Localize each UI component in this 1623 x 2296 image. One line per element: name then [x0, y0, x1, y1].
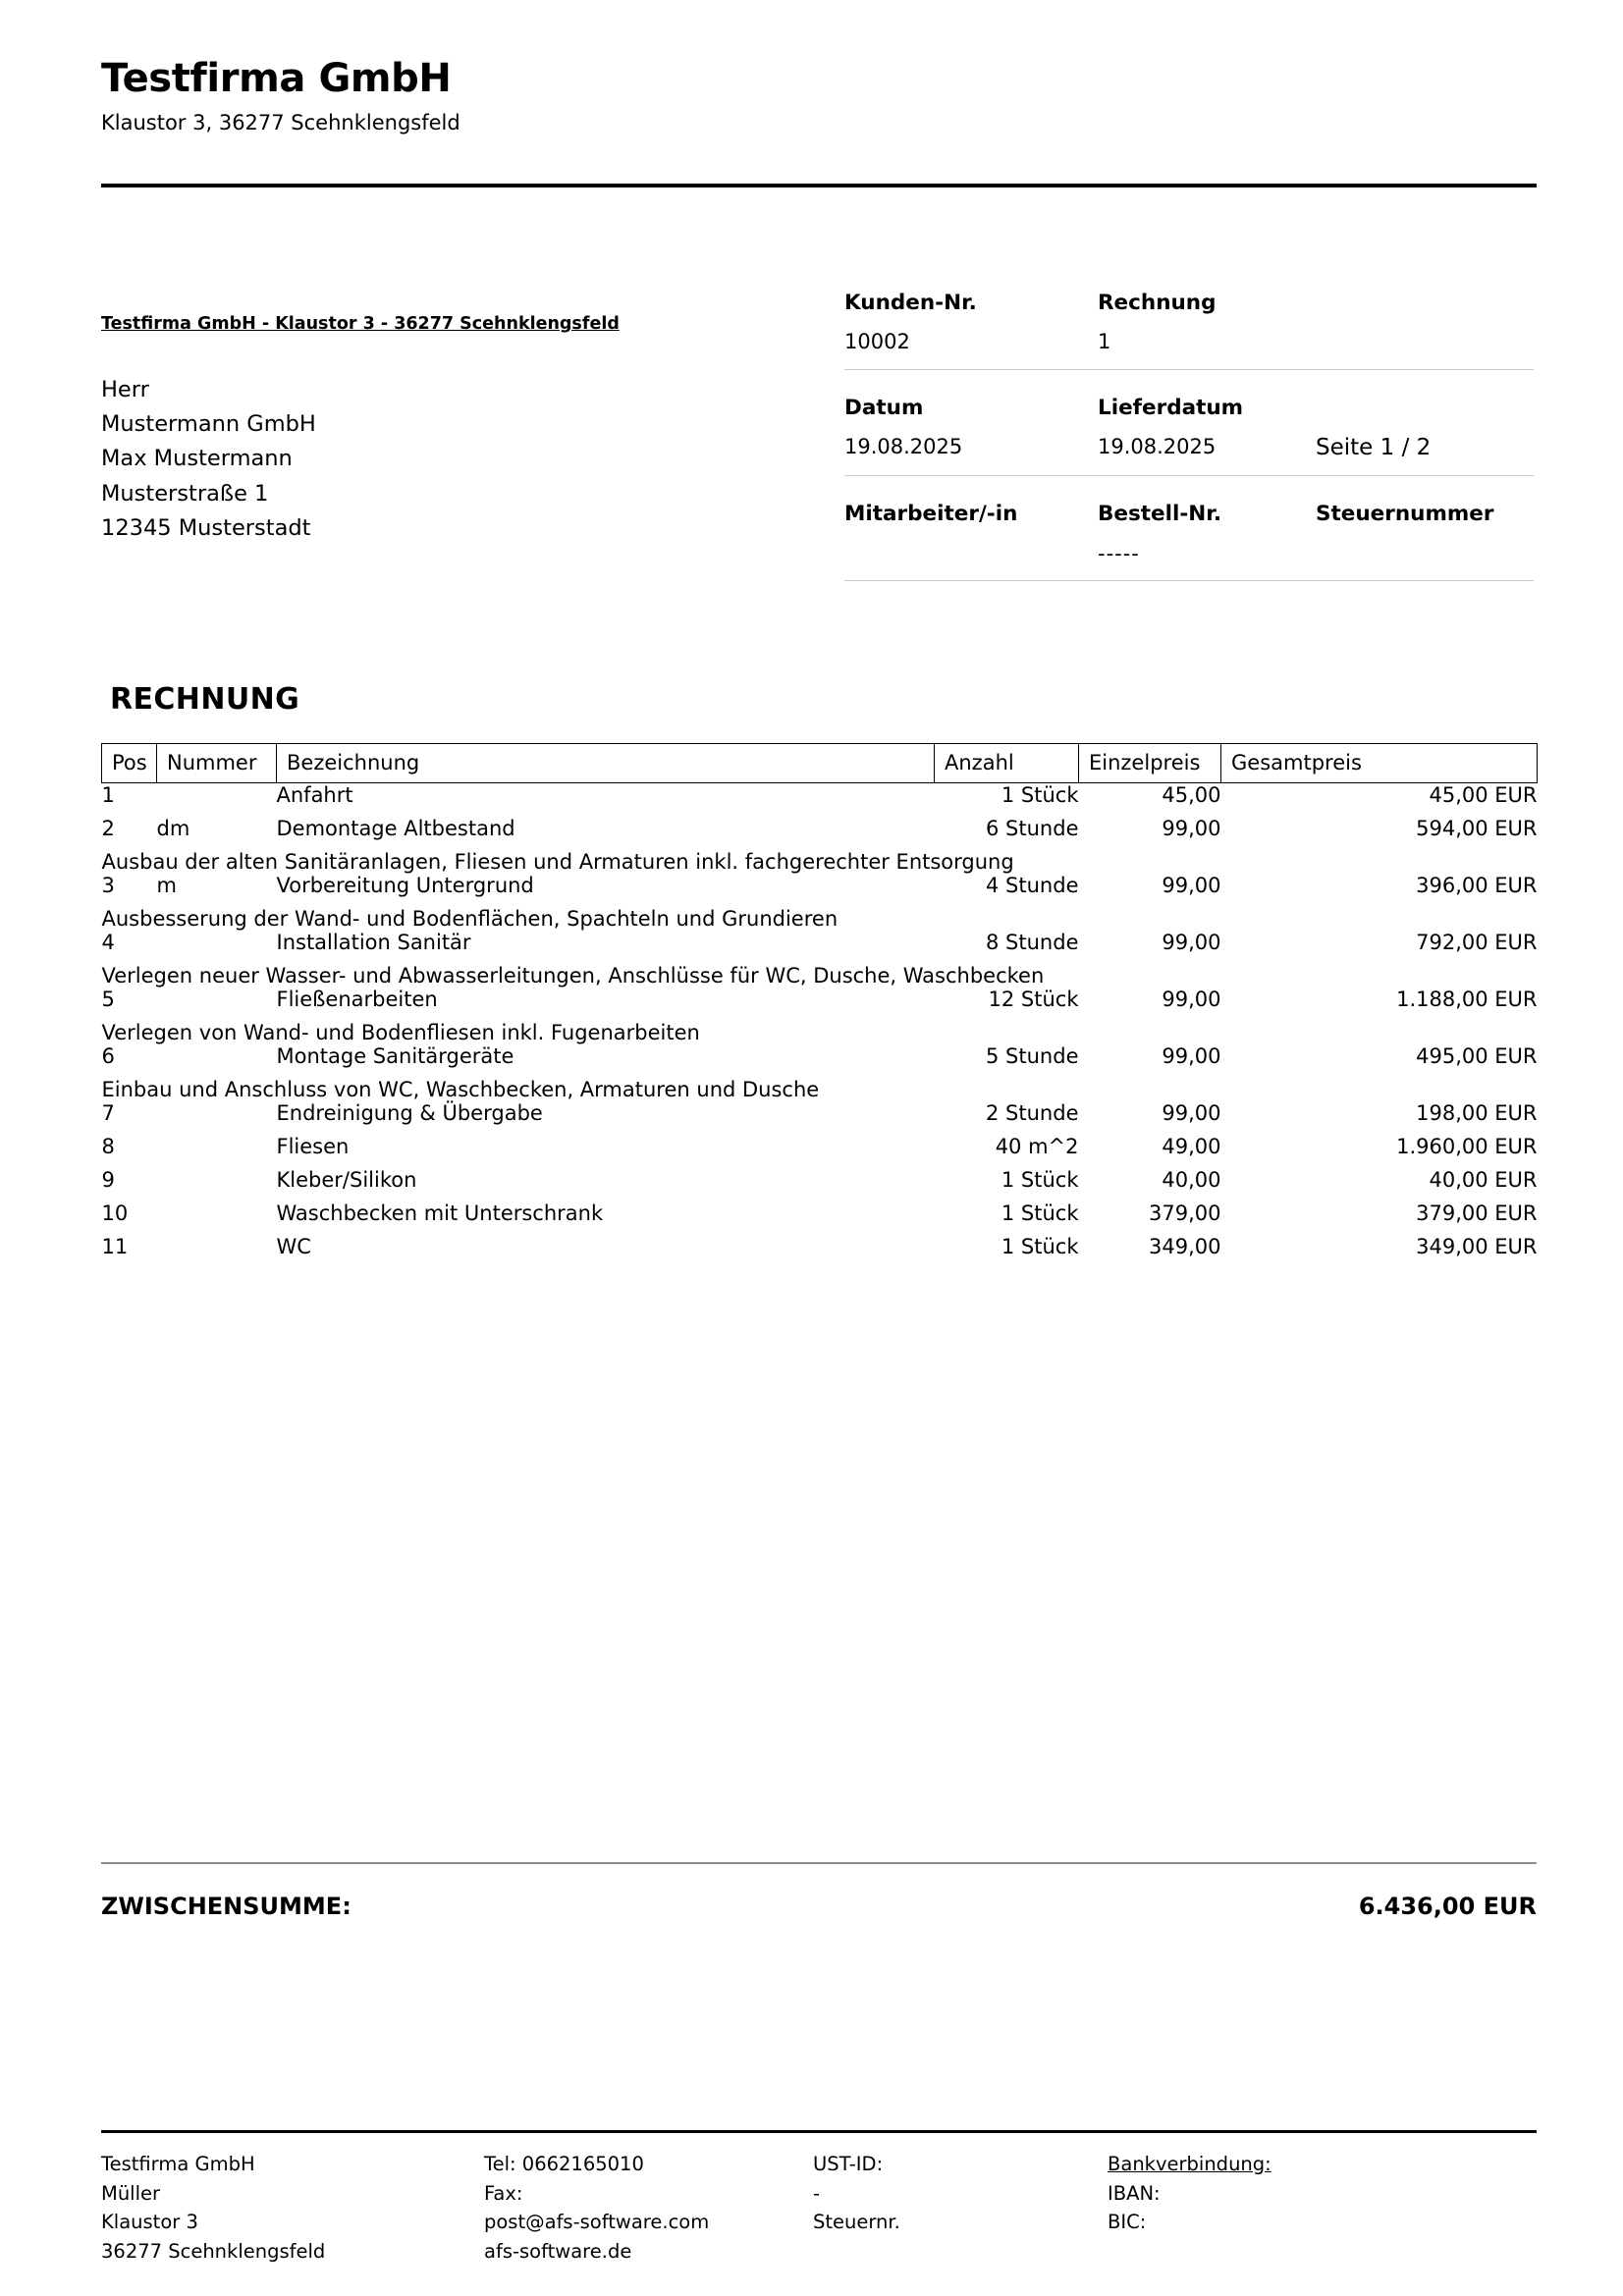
- cell-nummer: m: [156, 873, 177, 897]
- cell-bezeichnung: Demontage Altbestand: [276, 816, 515, 840]
- cell-nummer: [157, 1201, 277, 1235]
- recipient-line-1: Herr: [101, 377, 149, 402]
- recipient-address: [101, 373, 316, 546]
- footer-line-contact-3: post@afs-software.com: [484, 2211, 710, 2234]
- sender-return-address: Testfirma GmbH - Klaustor 3 - 36277 Scehnklengsfeld: [101, 314, 620, 334]
- cell-pos: 11: [101, 1234, 129, 1258]
- recipient-line-2: Mustermann GmbH: [101, 411, 316, 438]
- footer-column-contact: [484, 2150, 813, 2267]
- column-header-bezeichnung: Bezeichnung: [277, 744, 935, 783]
- table-row: [102, 1201, 1538, 1235]
- cell-pos: 5: [101, 987, 115, 1011]
- cell-pos: 10: [101, 1201, 129, 1225]
- table-row: [102, 874, 1538, 907]
- company-address: Klaustor 3, 36277 Scehnklengsfeld: [101, 110, 460, 134]
- recipient-line-5: 12345 Musterstadt: [101, 514, 311, 541]
- lieferdatum-label: Lieferdatum: [1098, 396, 1244, 421]
- cell-gesamtpreis: 495,00 EUR: [1416, 1043, 1538, 1068]
- footer-column-tax: [813, 2150, 1108, 2267]
- footer-column-company: [101, 2150, 484, 2267]
- cell-nummer: [157, 1101, 277, 1135]
- cell-gesamtpreis: 349,00 EUR: [1416, 1234, 1538, 1258]
- cell-anzahl: 6 Stunde: [986, 816, 1079, 840]
- cell-nummer: [157, 1235, 277, 1268]
- cell-nummer: dm: [156, 816, 190, 840]
- cell-anzahl: 1 Stück: [1001, 1234, 1079, 1258]
- cell-anzahl: 2 Stunde: [986, 1100, 1079, 1125]
- column-header-gesamtpreis: Gesamtpreis: [1221, 744, 1538, 783]
- cell-bezeichnung: Endreinigung & Übergabe: [276, 1100, 543, 1125]
- cell-pos: 2: [101, 816, 115, 840]
- cell-description: Einbau und Anschluss von WC, Waschbecken, Armaturen und Dusche: [101, 1077, 820, 1101]
- cell-nummer: [157, 1135, 277, 1168]
- footer-divider: [101, 2130, 1537, 2133]
- cell-anzahl: 8 Stunde: [986, 930, 1079, 954]
- table-row-description: [102, 964, 1538, 988]
- subtotal-row: [101, 1893, 1537, 1920]
- meta-field-lieferdatum: [1098, 396, 1316, 459]
- footer-line-company-3: Klaustor 3: [101, 2211, 198, 2234]
- line-items-section: [101, 743, 1537, 1268]
- footer-line-company-2: Müller: [101, 2181, 161, 2205]
- page-footer: [101, 2150, 1537, 2267]
- datum-value: 19.08.2025: [844, 435, 963, 458]
- datum-label: Datum: [844, 396, 924, 421]
- cell-bezeichnung: Installation Sanitär: [276, 930, 471, 954]
- cell-anzahl: 1 Stück: [1001, 1167, 1079, 1192]
- footer-line-contact-1: Tel: 0662165010: [484, 2153, 644, 2175]
- cell-bezeichnung: Waschbecken mit Unterschrank: [276, 1201, 604, 1225]
- cell-einzelpreis: 349,00: [1149, 1234, 1221, 1258]
- cell-pos: 3: [101, 873, 115, 897]
- footer-line-contact-2: Fax:: [484, 2181, 523, 2205]
- cell-bezeichnung: Kleber/Silikon: [276, 1167, 417, 1192]
- meta-field-mitarbeiter: [844, 502, 1098, 540]
- meta-divider-2: [844, 475, 1534, 476]
- subtotal-label: ZWISCHENSUMME:: [101, 1893, 352, 1920]
- bestell-nr-label: Bestell-Nr.: [1098, 502, 1221, 527]
- meta-field-bestell-nr: [1098, 502, 1316, 565]
- table-head: [102, 744, 1538, 783]
- meta-divider-1: [844, 369, 1534, 370]
- cell-einzelpreis: 99,00: [1162, 1100, 1221, 1125]
- cell-gesamtpreis: 792,00 EUR: [1416, 930, 1538, 954]
- cell-anzahl: 12 Stück: [988, 987, 1079, 1011]
- cell-einzelpreis: 99,00: [1162, 930, 1221, 954]
- table-row-description: [102, 850, 1538, 874]
- cell-description: Verlegen neuer Wasser- und Abwasserleitungen, Anschlüsse für WC, Dusche, Waschbecken: [101, 963, 1045, 988]
- cell-nummer: [157, 783, 277, 817]
- cell-bezeichnung: Fließenarbeiten: [276, 987, 438, 1011]
- table-row-description: [102, 907, 1538, 931]
- cell-nummer: [157, 1044, 277, 1078]
- cell-gesamtpreis: 198,00 EUR: [1416, 1100, 1538, 1125]
- cell-anzahl: 5 Stunde: [986, 1043, 1079, 1068]
- table-row: [102, 1044, 1538, 1078]
- cell-pos: 8: [101, 1134, 115, 1158]
- cell-nummer: [157, 931, 277, 964]
- cell-description: Ausbau der alten Sanitäranlagen, Fliesen und Armaturen inkl. fachgerechter Entsorgung: [101, 849, 1014, 874]
- cell-pos: 1: [101, 783, 115, 807]
- table-body: [102, 783, 1538, 1268]
- footer-line-company-1: Testfirma GmbH: [101, 2153, 255, 2175]
- table-row: [102, 1135, 1538, 1168]
- cell-bezeichnung: Anfahrt: [276, 783, 353, 807]
- page-indicator: Seite 1 / 2: [1316, 435, 1432, 461]
- cell-anzahl: 40 m^2: [995, 1134, 1079, 1158]
- meta-field-page: [1316, 396, 1534, 460]
- footer-line-tax-1: UST-ID:: [813, 2153, 884, 2175]
- column-header-nummer: Nummer: [157, 744, 277, 783]
- meta-row-misc: [844, 502, 1534, 581]
- rechnung-value: 1: [1098, 329, 1111, 353]
- meta-field-kunden-nr: [844, 291, 1098, 354]
- company-name: Testfirma GmbH: [101, 56, 452, 101]
- column-header-einzelpreis: Einzelpreis: [1079, 744, 1221, 783]
- table-row-description: [102, 1021, 1538, 1044]
- footer-line-bank-1: Bankverbindung:: [1108, 2153, 1271, 2175]
- meta-field-steuernummer: [1316, 502, 1534, 540]
- cell-gesamtpreis: 45,00 EUR: [1429, 783, 1538, 807]
- cell-gesamtpreis: 396,00 EUR: [1416, 873, 1538, 897]
- table-row: [102, 1235, 1538, 1268]
- cell-einzelpreis: 45,00: [1162, 783, 1221, 807]
- cell-bezeichnung: Montage Sanitärgeräte: [276, 1043, 514, 1068]
- footer-line-bank-2: IBAN:: [1108, 2181, 1161, 2205]
- cell-einzelpreis: 99,00: [1162, 816, 1221, 840]
- cell-gesamtpreis: 1.188,00 EUR: [1396, 987, 1538, 1011]
- footer-column-bank: [1108, 2150, 1402, 2267]
- footer-line-contact-4: afs-software.de: [484, 2239, 632, 2263]
- subtotal-divider: [101, 1862, 1537, 1864]
- table-row: [102, 783, 1538, 817]
- document-title: RECHNUNG: [110, 682, 300, 717]
- recipient-line-4: Musterstraße 1: [101, 480, 269, 507]
- meta-field-rechnung: [1098, 291, 1316, 354]
- letterhead: [101, 57, 1537, 136]
- cell-einzelpreis: 99,00: [1162, 987, 1221, 1011]
- footer-line-company-4: 36277 Scehnklengsfeld: [101, 2239, 326, 2263]
- cell-einzelpreis: 49,00: [1162, 1134, 1221, 1158]
- rechnung-label: Rechnung: [1098, 291, 1217, 315]
- footer-line-bank-3: BIC:: [1108, 2211, 1147, 2234]
- meta-field-datum: [844, 396, 1098, 459]
- meta-row-customer: [844, 291, 1534, 370]
- cell-anzahl: 1 Stück: [1001, 783, 1079, 807]
- meta-row-dates: [844, 396, 1534, 476]
- cell-gesamtpreis: 40,00 EUR: [1429, 1167, 1538, 1192]
- cell-nummer: [157, 1168, 277, 1201]
- cell-bezeichnung: WC: [276, 1234, 311, 1258]
- column-header-anzahl: Anzahl: [935, 744, 1079, 783]
- cell-gesamtpreis: 594,00 EUR: [1416, 816, 1538, 840]
- cell-pos: 7: [101, 1100, 115, 1125]
- cell-bezeichnung: Vorbereitung Untergrund: [276, 873, 534, 897]
- footer-line-tax-3: Steuernr.: [813, 2211, 900, 2234]
- subtotal-value: 6.436,00 EUR: [1358, 1893, 1537, 1920]
- cell-nummer: [157, 988, 277, 1021]
- recipient-line-3: Max Mustermann: [101, 446, 293, 472]
- cell-einzelpreis: 99,00: [1162, 1043, 1221, 1068]
- table-row: [102, 1168, 1538, 1201]
- mitarbeiter-label: Mitarbeiter/-in: [844, 502, 1018, 527]
- bestell-nr-value: -----: [1098, 542, 1140, 565]
- table-row: [102, 931, 1538, 964]
- table-row-description: [102, 1078, 1538, 1101]
- table-row: [102, 988, 1538, 1021]
- cell-pos: 9: [101, 1167, 115, 1192]
- cell-pos: 6: [101, 1043, 115, 1068]
- footer-line-tax-2: -: [813, 2181, 821, 2205]
- steuernummer-label: Steuernummer: [1316, 502, 1494, 527]
- cell-gesamtpreis: 1.960,00 EUR: [1396, 1134, 1538, 1158]
- cell-einzelpreis: 99,00: [1162, 873, 1221, 897]
- cell-bezeichnung: Fliesen: [276, 1134, 350, 1158]
- column-header-pos: Pos: [102, 744, 157, 783]
- cell-einzelpreis: 40,00: [1162, 1167, 1221, 1192]
- cell-gesamtpreis: 379,00 EUR: [1416, 1201, 1538, 1225]
- table-row: [102, 1101, 1538, 1135]
- kunden-nr-label: Kunden-Nr.: [844, 291, 977, 315]
- cell-pos: 4: [101, 930, 115, 954]
- cell-description: Ausbesserung der Wand- und Bodenflächen, Spachteln und Grundieren: [101, 906, 839, 931]
- line-items-table: [101, 743, 1538, 1268]
- header-divider: [101, 184, 1537, 187]
- table-header-row: [102, 744, 1538, 783]
- kunden-nr-value: 10002: [844, 329, 910, 353]
- cell-anzahl: 4 Stunde: [986, 873, 1079, 897]
- cell-description: Verlegen von Wand- und Bodenfliesen inkl. Fugenarbeiten: [101, 1020, 700, 1044]
- cell-einzelpreis: 379,00: [1149, 1201, 1221, 1225]
- cell-anzahl: 1 Stück: [1001, 1201, 1079, 1225]
- invoice-meta-table: [844, 291, 1534, 581]
- lieferdatum-value: 19.08.2025: [1098, 435, 1217, 458]
- meta-divider-3: [844, 580, 1534, 581]
- table-row: [102, 817, 1538, 850]
